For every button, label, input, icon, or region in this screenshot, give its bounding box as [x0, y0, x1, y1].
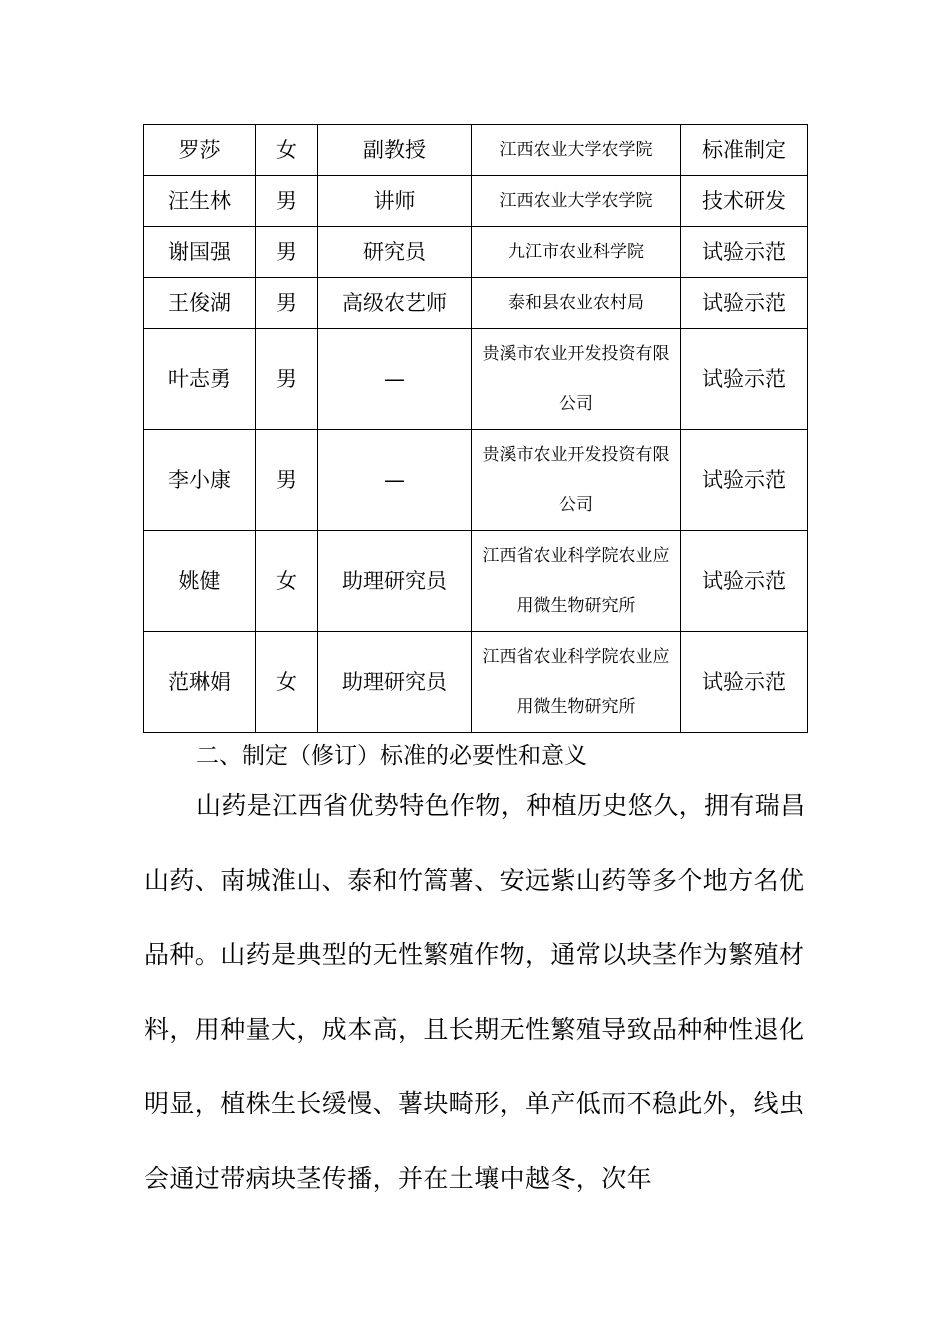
sex-cell: 男 [256, 329, 318, 430]
org-cell: 江西省农业科学院农业应用微生物研究所 [472, 531, 681, 632]
sex-cell: 男 [256, 430, 318, 531]
title-cell: 副教授 [318, 125, 472, 176]
role-cell: 试验示范 [681, 227, 808, 278]
org-cell: 江西省农业科学院农业应用微生物研究所 [472, 632, 681, 733]
sex-cell: 男 [256, 176, 318, 227]
table-row [144, 176, 808, 227]
title-cell: — [318, 430, 472, 531]
role-cell: 试验示范 [681, 531, 808, 632]
org-cell: 泰和县农业农村局 [472, 278, 681, 329]
sex-cell: 女 [256, 125, 318, 176]
table-row [144, 125, 808, 176]
sex-cell: 男 [256, 278, 318, 329]
body-paragraph: 山药是江西省优势特色作物，种植历史悠久，拥有瑞昌山药、南城淮山、泰和竹篙薯、安远紫山药等多个地方名优品种。山药是典型的无性繁殖作物，通常以块茎作为繁殖材料，用种量大，成本高，且长期无性繁殖导致品种种性退化明显，植株生长缓慢、薯块畸形，单产低而不稳此外，线虫会通过带病块茎传播，并在土壤中越冬，次年 [144, 791, 806, 1193]
sex-cell: 女 [256, 531, 318, 632]
org-cell: 九江市农业科学院 [472, 227, 681, 278]
table-row [144, 227, 808, 278]
role-cell: 试验示范 [681, 430, 808, 531]
role-cell: 试验示范 [681, 278, 808, 329]
org-cell: 江西农业大学农学院 [472, 125, 681, 176]
role-cell: 标准制定 [681, 125, 808, 176]
title-cell: 助理研究员 [318, 632, 472, 733]
name-cell: 汪生林 [144, 176, 256, 227]
name-cell: 谢国强 [144, 227, 256, 278]
role-cell: 试验示范 [681, 632, 808, 733]
title-cell: 讲师 [318, 176, 472, 227]
title-cell: 研究员 [318, 227, 472, 278]
table-row [144, 430, 808, 531]
personnel-table [143, 124, 808, 733]
name-cell: 范琳娟 [144, 632, 256, 733]
name-cell: 姚健 [144, 531, 256, 632]
name-cell: 罗莎 [144, 125, 256, 176]
name-cell: 李小康 [144, 430, 256, 531]
org-cell: 贵溪市农业开发投资有限公司 [472, 329, 681, 430]
title-cell: 助理研究员 [318, 531, 472, 632]
table-row [144, 632, 808, 733]
role-cell: 试验示范 [681, 329, 808, 430]
role-cell: 技术研发 [681, 176, 808, 227]
title-cell: 高级农艺师 [318, 278, 472, 329]
table-row [144, 329, 808, 430]
name-cell: 王俊湖 [144, 278, 256, 329]
name-cell: 叶志勇 [144, 329, 256, 430]
org-cell: 贵溪市农业开发投资有限公司 [472, 430, 681, 531]
sex-cell: 男 [256, 227, 318, 278]
section-heading: 二、制定（修订）标准的必要性和意义 [196, 743, 587, 769]
table-row [144, 531, 808, 632]
title-cell: — [318, 329, 472, 430]
table-row [144, 278, 808, 329]
org-cell: 江西农业大学农学院 [472, 176, 681, 227]
sex-cell: 女 [256, 632, 318, 733]
